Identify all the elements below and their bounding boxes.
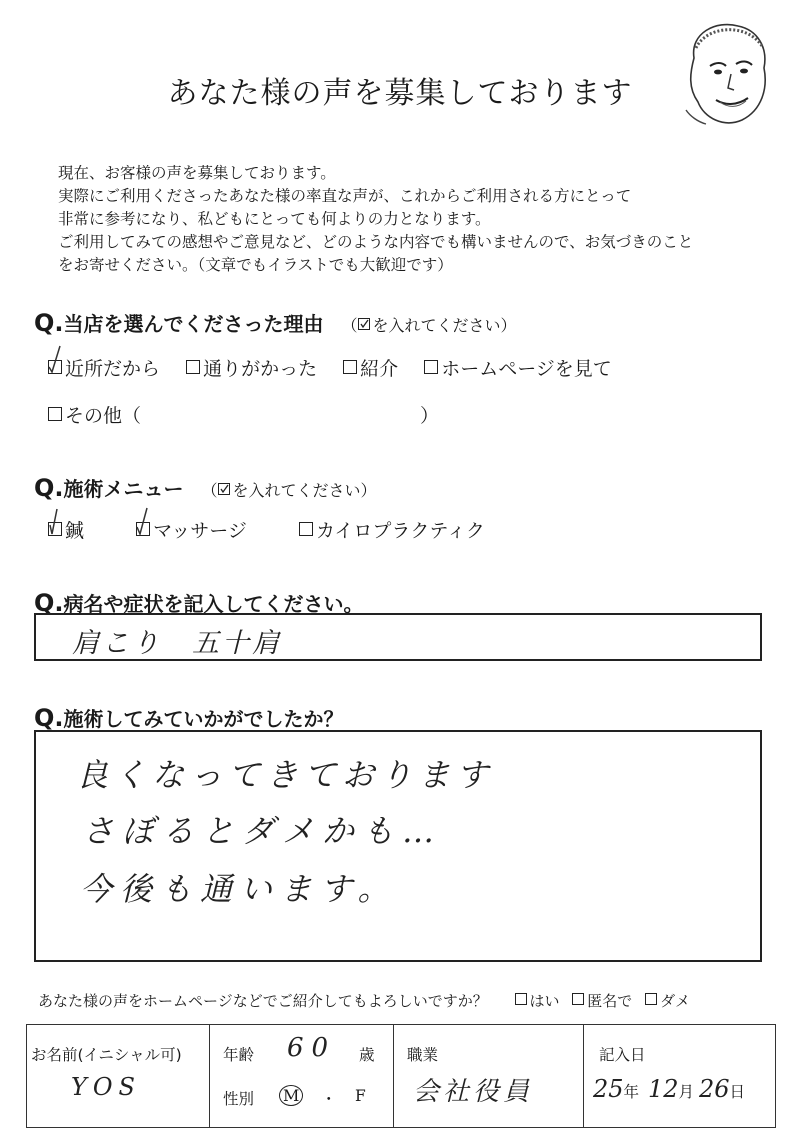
share-option-yes[interactable]: はい bbox=[515, 992, 560, 1010]
question-prefix: Q. bbox=[34, 704, 64, 732]
question-text: 施術メニュー bbox=[63, 477, 184, 501]
menu-option-massage[interactable]: マッサージ bbox=[136, 520, 247, 542]
question-text: 病名や症状を記入してください。 bbox=[63, 592, 364, 616]
symptoms-answer-box[interactable] bbox=[34, 613, 762, 661]
checkbox-icon[interactable] bbox=[48, 360, 62, 374]
checkbox-icon[interactable] bbox=[48, 407, 62, 421]
impression-answer-line: さぼるとダメかも… bbox=[82, 812, 443, 850]
share-option-anonymous[interactable]: 匿名で bbox=[572, 992, 632, 1010]
name-cell[interactable] bbox=[27, 1025, 210, 1127]
question-prefix: Q. bbox=[34, 309, 64, 337]
question-text: 当店を選んでくださった理由 bbox=[63, 312, 324, 336]
date-month: 12 bbox=[648, 1075, 679, 1103]
page-title: あなた様の声を募集しております bbox=[167, 76, 633, 111]
question-prefix: Q. bbox=[34, 474, 64, 502]
reason-option-referral[interactable]: 紹介 bbox=[343, 358, 398, 380]
checkbox-sample-icon bbox=[358, 318, 370, 330]
impression-answer-line: 良くなってきております bbox=[76, 756, 495, 794]
checkmark-icon bbox=[135, 507, 149, 535]
date-value bbox=[593, 1075, 745, 1103]
portrait-illustration bbox=[676, 18, 776, 128]
checkbox-icon[interactable] bbox=[645, 993, 657, 1005]
checkbox-icon[interactable] bbox=[572, 993, 584, 1005]
name-label: お名前(イニシャル可) bbox=[31, 1046, 182, 1064]
month-unit: 月 bbox=[678, 1083, 695, 1101]
date-cell[interactable] bbox=[583, 1025, 773, 1127]
checkbox-sample-icon bbox=[218, 483, 230, 495]
question-note: （ を入れてください） bbox=[201, 481, 377, 500]
share-option-no[interactable]: ダメ bbox=[645, 992, 690, 1010]
intro-line: 非常に参考になり、私どもにとっても何よりの力となります。 bbox=[58, 210, 491, 228]
reason-option-homepage[interactable]: ホームページを見て bbox=[424, 358, 612, 380]
checkbox-icon[interactable] bbox=[343, 360, 357, 374]
question-reason bbox=[34, 308, 517, 337]
menu-option-acupuncture[interactable]: 鍼 bbox=[48, 520, 84, 542]
sex-option-female[interactable]: F bbox=[355, 1087, 366, 1105]
share-question: あなた様の声をホームページなどでご紹介してもよろしいですか？ bbox=[38, 992, 488, 1010]
job-cell[interactable] bbox=[393, 1025, 584, 1127]
impression-answer-box[interactable] bbox=[34, 730, 762, 962]
question-text: 施術してみていかがでしたか？ bbox=[63, 707, 344, 731]
date-day: 26 bbox=[699, 1075, 730, 1103]
reason-options bbox=[48, 354, 612, 381]
name-value: YOS bbox=[71, 1073, 141, 1101]
job-label: 職業 bbox=[407, 1046, 439, 1064]
question-note: （ を入れてください） bbox=[341, 316, 517, 335]
sex-option-male[interactable]: M bbox=[279, 1085, 303, 1106]
intro-line: ご利用してみての感想やご意見など、どのような内容でも構いませんので、お気づきのこと bbox=[58, 233, 694, 251]
intro-line: をお寄せください。（文章でもイラストでも大歓迎です） bbox=[58, 256, 453, 274]
age-sex-cell[interactable] bbox=[209, 1025, 394, 1127]
checkbox-icon[interactable] bbox=[299, 522, 313, 536]
menu-options bbox=[48, 516, 485, 543]
checkbox-icon[interactable] bbox=[515, 993, 527, 1005]
reason-option-other[interactable]: その他（ bbox=[48, 401, 141, 428]
age-label: 年齢 bbox=[223, 1046, 255, 1064]
reason-option-nearby[interactable]: 近所だから bbox=[48, 358, 160, 380]
impression-answer-line: 今後も通います。 bbox=[80, 870, 398, 908]
intro-line: 現在、お客様の声を募集しております。 bbox=[58, 164, 336, 182]
reason-other-close: ） bbox=[420, 405, 440, 427]
date-year: 25 bbox=[593, 1075, 624, 1103]
symptoms-answer: 肩こり 五十肩 bbox=[72, 628, 282, 659]
checkbox-icon[interactable] bbox=[186, 360, 200, 374]
job-value: 会社役員 bbox=[413, 1077, 534, 1107]
intro-text bbox=[58, 162, 693, 277]
day-unit: 日 bbox=[729, 1083, 746, 1101]
checkbox-icon[interactable] bbox=[424, 360, 438, 374]
checkbox-icon[interactable] bbox=[48, 522, 62, 536]
age-value: 60 bbox=[287, 1033, 337, 1063]
checkmark-icon bbox=[47, 345, 61, 373]
menu-option-chiropractic[interactable]: カイロプラクティク bbox=[299, 520, 485, 542]
intro-line: 実際にご利用くださったあなた様の率直な声が、これからご利用される方にとって bbox=[58, 187, 632, 205]
info-table bbox=[26, 1024, 776, 1128]
question-impression bbox=[34, 703, 344, 732]
date-label: 記入日 bbox=[599, 1046, 646, 1064]
sex-label: 性別 bbox=[223, 1090, 255, 1108]
sex-separator: ・ bbox=[321, 1090, 337, 1108]
checkbox-icon[interactable] bbox=[136, 522, 150, 536]
age-unit: 歳 bbox=[359, 1046, 375, 1064]
share-permission bbox=[38, 990, 690, 1011]
year-unit: 年 bbox=[623, 1083, 640, 1101]
question-menu bbox=[34, 473, 377, 502]
checkmark-icon bbox=[47, 507, 61, 535]
reason-option-passing[interactable]: 通りがかった bbox=[186, 358, 317, 380]
question-prefix: Q. bbox=[34, 589, 64, 617]
